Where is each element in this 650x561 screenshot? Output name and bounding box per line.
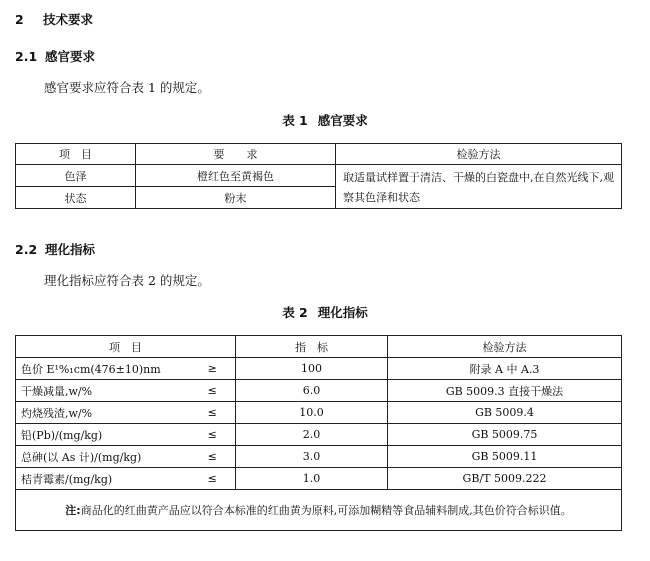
row-item: 桔青霉素/(mg/kg) xyxy=(16,468,190,490)
row-method: GB/T 5009.222 xyxy=(388,468,622,490)
table-2-physicochemical xyxy=(15,335,622,531)
header-item: 项 目 xyxy=(16,144,136,165)
section-number: 2 xyxy=(15,12,24,27)
row-value: 2.0 xyxy=(236,424,388,446)
row-method: GB 5009.3 直接干燥法 xyxy=(388,380,622,402)
section-number: 2.1 xyxy=(15,49,38,64)
row-method: GB 5009.4 xyxy=(388,402,622,424)
row-operator: ≤ xyxy=(190,380,236,402)
row-value: 100 xyxy=(236,358,388,380)
header-requirement: 要 求 xyxy=(136,144,336,165)
caption-number: 表 1 xyxy=(282,113,308,128)
caption-number: 表 2 xyxy=(282,305,308,320)
caption-title: 理化指标 xyxy=(317,305,368,320)
paragraph-2-2: 理化指标应符合表 2 的规定。 xyxy=(44,273,210,288)
row-requirement: 粉末 xyxy=(136,187,336,209)
header-method: 检验方法 xyxy=(336,144,622,165)
row-item: 铅(Pb)/(mg/kg) xyxy=(16,424,190,446)
row-method: GB 5009.75 xyxy=(388,424,622,446)
row-method: 取适量试样置于清洁、干燥的白瓷盘中,在自然光线下,观察其色泽和状态 xyxy=(336,165,622,209)
row-operator: ≤ xyxy=(190,424,236,446)
row-method: GB 5009.11 xyxy=(388,446,622,468)
table-2-caption xyxy=(0,303,650,321)
note-text: 商品化的红曲黄产品应以符合本标准的红曲黄为原料,可添加糊精等食品辅料制成,其色价符合标识值。 xyxy=(80,504,572,517)
row-value: 3.0 xyxy=(236,446,388,468)
section-title: 技术要求 xyxy=(43,12,94,27)
row-method: 附录 A 中 A.3 xyxy=(388,358,622,380)
row-value: 10.0 xyxy=(236,402,388,424)
row-value: 6.0 xyxy=(236,380,388,402)
header-method: 检验方法 xyxy=(388,336,622,358)
table-row xyxy=(16,358,622,380)
header-index: 指 标 xyxy=(236,336,388,358)
row-value: 1.0 xyxy=(236,468,388,490)
table-note-row xyxy=(16,490,622,531)
row-requirement: 橙红色至黄褐色 xyxy=(136,165,336,187)
section-heading-2-2 xyxy=(15,240,95,258)
row-item: 总砷(以 As 计)/(mg/kg) xyxy=(16,446,190,468)
row-item: 色价 E¹%₁cm(476±10)nm xyxy=(16,358,190,380)
row-operator: ≤ xyxy=(190,468,236,490)
section-heading-2 xyxy=(15,10,93,28)
row-operator: ≤ xyxy=(190,446,236,468)
row-item: 干燥减量,w/% xyxy=(16,380,190,402)
row-item: 色泽 xyxy=(16,165,136,187)
table-1-sensory xyxy=(15,143,622,209)
table-1-caption xyxy=(0,111,650,129)
row-operator: ≥ xyxy=(190,358,236,380)
table-row xyxy=(16,165,622,187)
row-item: 灼烧残渣,w/% xyxy=(16,402,190,424)
table-row xyxy=(16,446,622,468)
paragraph-2-1: 感官要求应符合表 1 的规定。 xyxy=(44,80,210,95)
section-heading-2-1 xyxy=(15,47,95,65)
row-item: 状态 xyxy=(16,187,136,209)
section-number: 2.2 xyxy=(15,242,38,257)
table-row xyxy=(16,424,622,446)
section-title: 理化指标 xyxy=(45,242,96,257)
row-operator: ≤ xyxy=(190,402,236,424)
table-row xyxy=(16,402,622,424)
table-note xyxy=(16,490,622,531)
note-label: 注: xyxy=(65,504,81,517)
header-item: 项 目 xyxy=(16,336,236,358)
section-title: 感官要求 xyxy=(45,49,96,64)
table-header-row xyxy=(16,336,622,358)
table-header-row xyxy=(16,144,622,165)
table-row xyxy=(16,468,622,490)
caption-title: 感官要求 xyxy=(317,113,368,128)
table-row xyxy=(16,380,622,402)
